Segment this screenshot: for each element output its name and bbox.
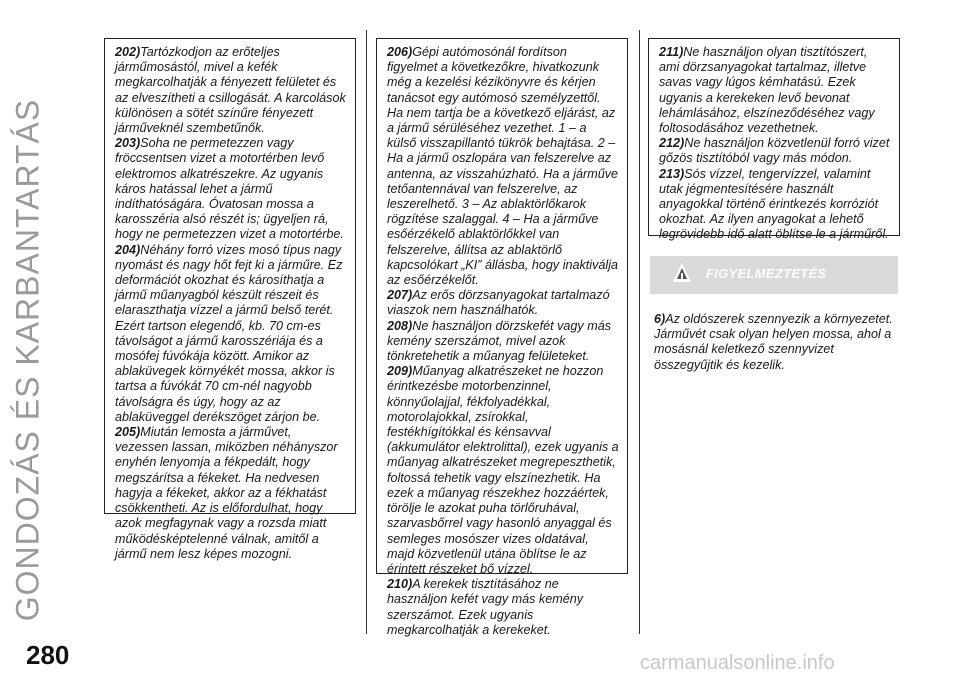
note-number: 203): [115, 136, 141, 151]
note-text: Ne használjon olyan tisztítószert, ami dörzsanyagokat tartalmaz, illetve savas vagy lúgos kémhatású. Ezek ugyanis a kerekeken levő bevonat lehámlásához, elszíneződéséhez vagy foltosodásához vezethetnek.: [659, 45, 875, 136]
note-number: 202): [115, 45, 141, 59]
note-list: [387, 45, 619, 638]
note-text: Sós vízzel, tengervízzel, valamint utak jégmentesítésére használt anyagokkal történő érintkezés korróziót okozhat. Az ilyen anyagokat a lehető legrövidebb idő alatt öblítse le a járműről.: [659, 166, 889, 242]
note-text: Tartózkodjon az erőteljes járműmosástól, mivel a kefék megkarcolhatják a fényezett felületet és az elveszítheti a csillogását. A karcolások különösen a sötét színűre fényezett járműveknél szembetűnők.: [115, 45, 346, 136]
note-paragraph: [115, 243, 347, 425]
side-section-title-area: [0, 0, 60, 678]
note-text: Gépi autómosónál fordítson figyelmet a következőkre, hivatkozunk még a kezelési kézikönyvre és kérjen tanácsot egy autómosó személyzettől. Ha nem tartja be a következő eljárást, az a jármű sérüléséhez vezethet. 1 – a külső visszapillantó tükrök behajtása. 2 – Ha a jármű oszlopára van felszerelve az antenna, az visszahúzható. Ha a járműve tetőantennával van felszerelve, az leszerelhető. 3 – Az ablaktörlőkarok rögzítése szalaggal. 4 – Ha a járműve esőérzékelő ablaktörlőkkel van felszerelve, állítsa az ablaktörlő kapcsolókart „KI” állásba, hogy inaktiválja az esőérzékelőt.: [387, 45, 619, 288]
note-number: 206): [387, 45, 413, 59]
note-box-col1: [104, 38, 356, 561]
note-text: Ne használjon dörzskefét vagy más kemény szerszámot, mivel azok tönkretehetik a műanyag felületeket.: [387, 318, 612, 364]
note-number: 208): [387, 318, 413, 333]
watermark: carmanualsonline.info: [640, 652, 835, 674]
note-paragraph: [115, 425, 347, 562]
column-divider: [639, 30, 640, 634]
warning-number: 6): [654, 312, 666, 326]
warning-text: Az oldószerek szennyezik a környezetet. Járművét csak olyan helyen mossa, ahol a mosásnál keletkező szennyvizet összegyűjtik és kezelik.: [654, 312, 893, 372]
page-number: 280: [26, 640, 70, 670]
note-paragraph: [387, 288, 619, 318]
warning-paragraph: [654, 312, 894, 373]
note-text: Miután lemosta a járművet, vezessen lassan, miközben néhányszor enyhén lenyomja a fékpedált, hogy megszárítsa a fékeket. Ha nedvesen hagyja a fékeket, akkor az a fékhatást csökkentheti. Az is előfordulhat, hogy azok megfagynak vagy a rozsda miatt működésképtelenné válnak, amitől a jármű nem lesz képes mozogni.: [115, 425, 338, 561]
note-text: Ne használjon közvetlenül forró vizet gőzös tisztítóból vagy más módon.: [659, 136, 890, 166]
warning-body: [654, 312, 894, 373]
note-paragraph: [659, 45, 891, 136]
note-paragraph: [387, 364, 619, 577]
note-paragraph: [659, 136, 891, 166]
note-paragraph: [387, 577, 619, 638]
note-box-col3: [648, 38, 900, 242]
note-paragraph: [387, 45, 619, 288]
note-text: Néhány forró vizes mosó típus nagy nyomást és nagy hőt fejt ki a járműre. Ez deformációt okozhat és károsíthatja a jármű műanyagból készült részeit és elaraszthatja vízzel a jármű belső terét. Ezért tartson elegendő, kb. 70 cm-es távolságot a jármű karosszériája és a mosófej fúvókája között. Amikor az ablaküvegek környékét mossa, akkor is tartsa a fúvókát 70 cm-nél nagyobb távolságra és úgy, hogy az az ablaküveggel derékszöget zárjon be.: [115, 242, 343, 424]
note-number: 210): [387, 577, 413, 592]
note-paragraph: [659, 167, 891, 243]
note-number: 211): [659, 45, 684, 59]
note-text: Műanyag alkatrészeket ne hozzon érintkezésbe motorbenzinnel, könnyűolajjal, fékfolyadékkal, motorolajokkal, zsírokkal, festékhígítókkal és kénsavval (akkumulátor elektrolittal), ezek ugyanis a műanyag alkatrészeket megrepeszthetik, foltossá tehetik vagy elszínezhetik. Ha ezek a műanyag részekhez hozzáértek, törölje le azokat puha törlőruhával, szarvasbőrrel vagy hasonló anyaggal és semleges mosószer vizes oldatával, majd közvetlenül utána öblítse le az érintett részeket bő vízzel.: [387, 364, 619, 576]
note-number: 207): [387, 288, 413, 303]
note-text: Az erős dörzsanyagokat tartalmazó viaszok nem használhatók.: [387, 288, 610, 318]
note-list: [115, 45, 347, 562]
note-text: Soha ne permetezzen vagy fröccsentsen vizet a motortérben levő elektromos alkatrészekre. Az ugyanis káros hatással lehet a jármű indíthatóságára. Óvatosan mossa a karosszéria alsó részét is; ügyeljen rá, hogy ne permetezzen vizet a motortérbe.: [115, 136, 344, 242]
note-number: 213): [659, 166, 685, 181]
note-text: A kerekek tisztításához ne használjon kefét vagy más kemény szerszámot. Ezek ugyanis megkarcolhatják a kerekeket.: [387, 577, 584, 637]
note-paragraph: [387, 319, 619, 365]
note-number: 212): [659, 136, 685, 151]
section-title: GONDOZÁS ÉS KARBANTARTÁS: [9, 98, 46, 622]
warning-title: FIGYELMEZTETÉS: [706, 266, 827, 281]
note-paragraph: [115, 45, 347, 136]
column-divider: [366, 30, 367, 634]
note-number: 204): [115, 242, 141, 257]
note-number: 205): [115, 425, 141, 440]
note-box-col2: [376, 38, 628, 637]
note-list: [659, 45, 891, 243]
tree-icon: [670, 262, 694, 286]
note-number: 209): [387, 364, 413, 379]
note-paragraph: [115, 136, 347, 242]
